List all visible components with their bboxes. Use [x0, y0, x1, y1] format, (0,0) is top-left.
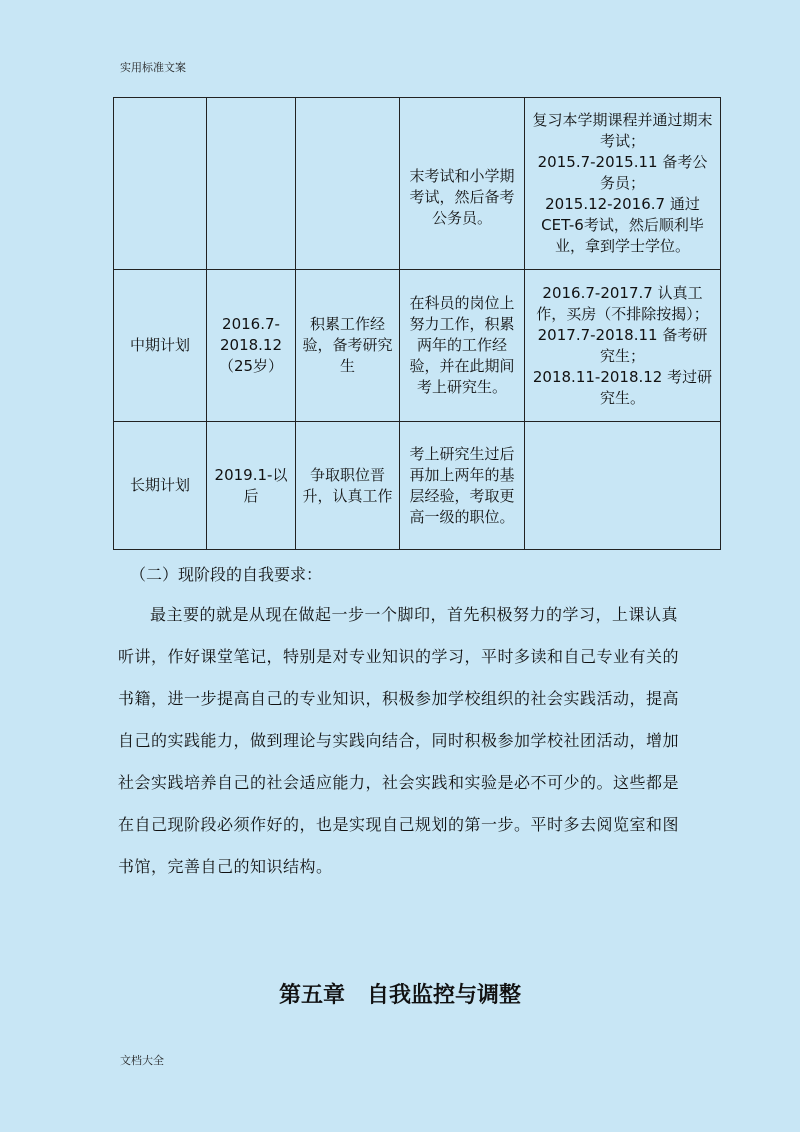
period-cell: [207, 98, 296, 270]
plan-cell: 考上研究生过后再加上两年的基层经验，考取更高一级的职位。: [400, 422, 525, 550]
goal-cell: [296, 98, 400, 270]
plan-cell: 在科员的岗位上努力工作，积累两年的工作经验，并在此期间考上研究生。: [400, 270, 525, 422]
goal-cell: 争取职位晋升，认真工作: [296, 422, 400, 550]
page-footer: 文档大全: [120, 1054, 164, 1067]
stage-cell: 中期计划: [114, 270, 207, 422]
detail-cell: [525, 422, 721, 550]
table-row: [114, 422, 721, 550]
plan-cell: 末考试和小学期考试，然后备考公务员。: [400, 98, 525, 270]
stage-cell: 长期计划: [114, 422, 207, 550]
table-row: [114, 270, 721, 422]
period-cell: 2019.1-以后: [207, 422, 296, 550]
detail-cell: 复习本学期课程并通过期末考试； 2015.7-2015.11 备考公务员； 2015.12-2016.7 通过CET-6考试，然后顺利毕业，拿到学士学位。: [525, 98, 721, 270]
table-row: [114, 98, 721, 270]
goal-cell: 积累工作经验，备考研究生: [296, 270, 400, 422]
stage-cell: [114, 98, 207, 270]
body-paragraph: 最主要的就是从现在做起一步一个脚印，首先积极努力的学习，上课认真听讲，作好课堂笔记，特别是对专业知识的学习，平时多读和自己专业有关的书籍，进一步提高自己的专业知识，积极参加学校组织的社会实践活动，提高自己的实践能力，做到理论与实践向结合，同时积极参加学校社团活动，增加社会实践培养自己的社会适应能力，社会实践和实验是必不可少的。这些都是在自己现阶段必须作好的，也是实现自己规划的第一步。平时多去阅览室和图书馆，完善自己的知识结构。: [118, 605, 680, 876]
career-plan-table: [113, 97, 721, 550]
period-cell: 2016.7-2018.12（25岁）: [207, 270, 296, 422]
page-header: 实用标准文案: [120, 61, 186, 74]
chapter-title: 第五章 自我监控与调整: [278, 983, 521, 1008]
detail-cell: 2016.7-2017.7 认真工作，买房（不排除按揭）； 2017.7-2018.11 备考研究生； 2018.11-2018.12 考过研究生。: [525, 270, 721, 422]
section-heading: （二）现阶段的自我要求：: [130, 565, 323, 584]
